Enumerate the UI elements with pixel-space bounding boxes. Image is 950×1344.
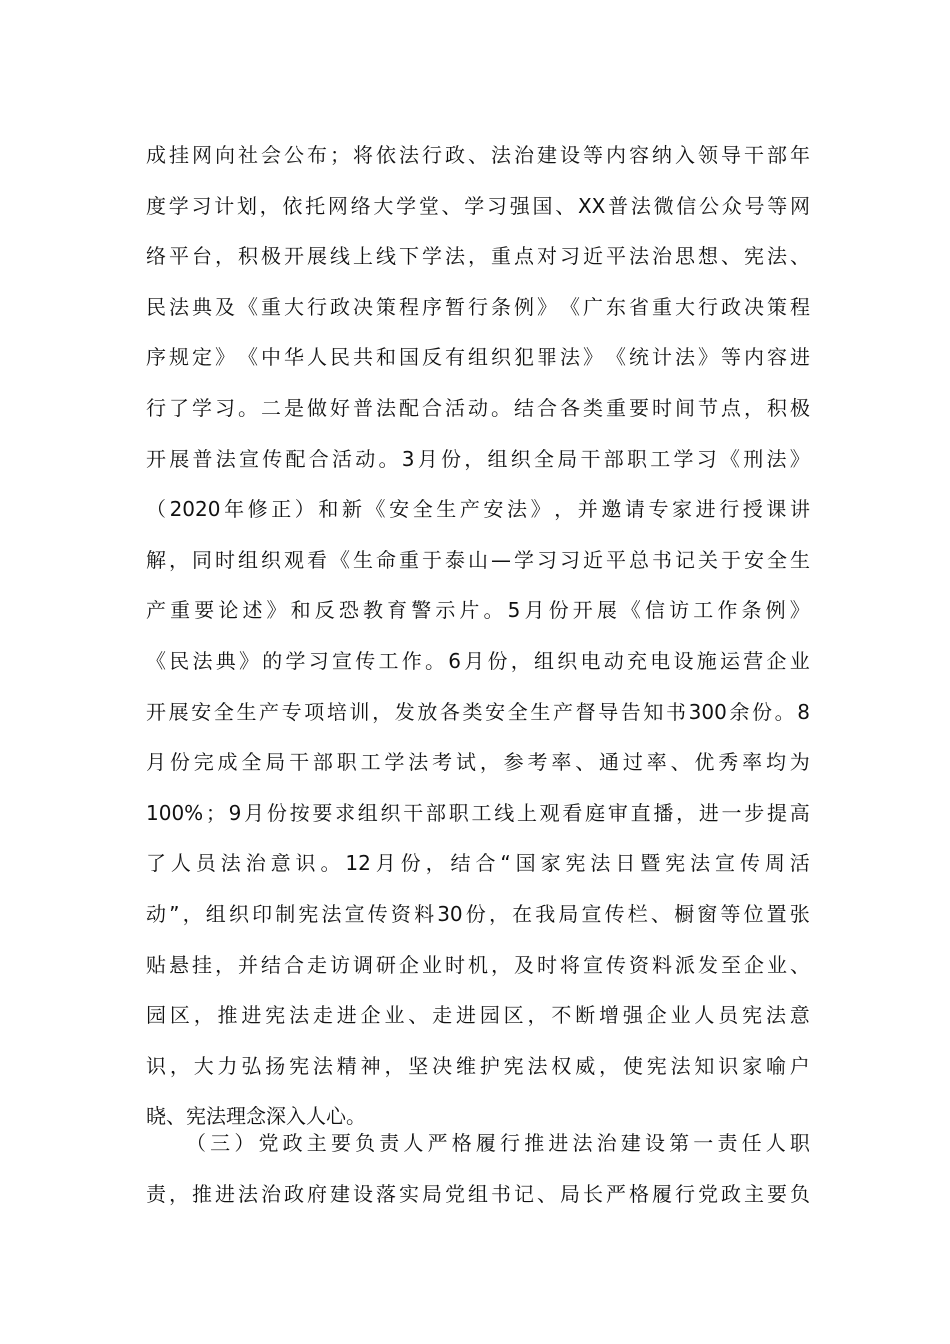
paragraph-2 xyxy=(146,1118,810,1219)
text-line: 民 法 典 及 《 重 大 行 政 决 策 程 序 暂 行 条 例 》 《 广 东 省 重 大 行 政 决 策 程 xyxy=(146,294,810,319)
text-line: 行 了 学 习 。 二 是 做 好 普 法 配 合 活 动 。 结 合 各 类 重 要 时 间 节 点 ， 积 极 xyxy=(146,395,810,420)
text-line: 识 ， 大 力 弘 扬 宪 法 精 神 ， 坚 决 维 护 宪 法 权 威 ， 使 宪 法 知 识 家 喻 户 xyxy=(146,1053,810,1078)
paragraph-1 xyxy=(146,130,810,1142)
text-line: 开 展 安 全 生 产 专 项 培 训 ， 发 放 各 类 安 全 生 产 督 导 告 知 书 300 余 份 。 8 xyxy=(146,699,810,724)
text-line: 责 ， 推 进 法 治 政 府 建 设 落 实 局 党 组 书 记 、 局 长 严 格 履 行 党 政 主 要 负 xyxy=(146,1181,810,1206)
text-line: 动 ” ， 组 织 印 制 宪 法 宣 传 资 料 30 份 ， 在 我 局 宣 传 栏 、 橱 窗 等 位 置 张 xyxy=(146,901,810,926)
text-line: 解 ， 同 时 组 织 观 看 《 生 命 重 于 泰 山 — 学 习 习 近 平 总 书 记 关 于 安 全 生 xyxy=(146,547,810,572)
text-line: （ 三 ） 党 政 主 要 负 责 人 严 格 履 行 推 进 法 治 建 设 第 一 责 任 人 职 xyxy=(186,1131,810,1155)
text-line: 晓、宪法理念深入人心。 xyxy=(146,1104,366,1129)
text-line: 序 规 定 》 《 中 华 人 民 共 和 国 反 有 组 织 犯 罪 法 》 《 统 计 法 》 等 内 容 进 xyxy=(146,345,810,370)
text-line: 度 学 习 计 划 ， 依 托 网 络 大 学 堂 、 学 习 强 国 、 XX 普 法 微 信 公 众 号 等 网 xyxy=(146,193,810,218)
text-line: （ 2020 年 修 正 ） 和 新 《 安 全 生 产 安 法 》 ， 并 邀 请 专 家 进 行 授 课 讲 xyxy=(146,497,810,522)
text-line: 了 人 员 法 治 意 识 。 12 月 份 ， 结 合 “ 国 家 宪 法 日 暨 宪 法 宣 传 周 活 xyxy=(146,851,810,876)
text-line: 园 区 ， 推 进 宪 法 走 进 企 业 、 走 进 园 区 ， 不 断 增 强 企 业 人 员 宪 法 意 xyxy=(146,1003,810,1028)
text-line: 《 民 法 典 》 的 学 习 宣 传 工 作 。 6 月 份 ， 组 织 电 动 充 电 设 施 运 营 企 业 xyxy=(146,648,810,673)
text-line: 络 平 台 ， 积 极 开 展 线 上 线 下 学 法 ， 重 点 对 习 近 平 法 治 思 想 、 宪 法 、 xyxy=(146,244,810,269)
text-line: 成 挂 网 向 社 会 公 布 ； 将 依 法 行 政 、 法 治 建 设 等 内 容 纳 入 领 导 干 部 年 xyxy=(146,143,810,167)
text-line: 100% ； 9 月 份 按 要 求 组 织 干 部 职 工 线 上 观 看 庭 审 直 播 ， 进 一 步 提 高 xyxy=(146,800,810,825)
text-line: 贴 悬 挂 ， 并 结 合 走 访 调 研 企 业 时 机 ， 及 时 将 宣 传 资 料 派 发 至 企 业 、 xyxy=(146,952,810,977)
text-line: 开 展 普 法 宣 传 配 合 活 动 。 3 月 份 ， 组 织 全 局 干 部 职 工 学 习 《 刑 法 》 xyxy=(146,446,810,471)
text-line: 月 份 完 成 全 局 干 部 职 工 学 法 考 试 ， 参 考 率 、 通 过 率 、 优 秀 率 均 为 xyxy=(146,750,810,775)
text-line: 产 重 要 论 述 》 和 反 恐 教 育 警 示 片 。 5 月 份 开 展 《 信 访 工 作 条 例 》 xyxy=(146,598,810,623)
